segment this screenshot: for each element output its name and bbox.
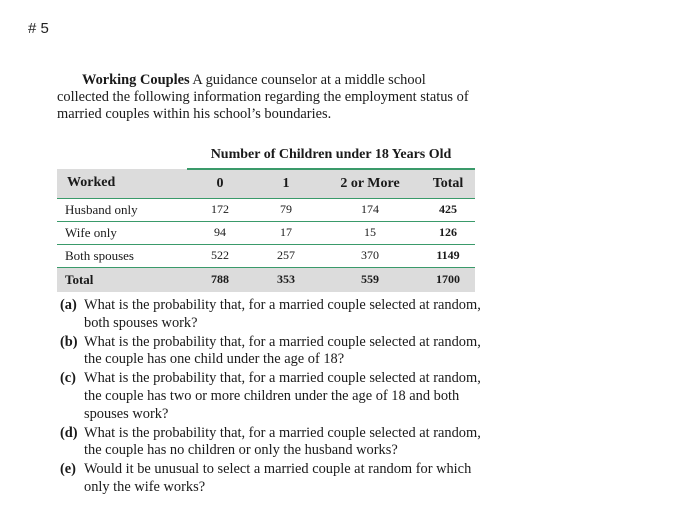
row-total-cell: 1149 — [421, 244, 475, 267]
question-label: (b) — [60, 333, 78, 350]
column-header-1: 1 — [253, 169, 319, 198]
column-header-worked: Worked — [57, 169, 187, 198]
table-row — [57, 244, 475, 267]
column-header-0: 0 — [187, 169, 253, 198]
question-list — [60, 297, 490, 498]
question-label: (e) — [60, 461, 76, 478]
cell: 94 — [187, 221, 253, 244]
question-label: (c) — [60, 370, 76, 387]
employment-table — [57, 141, 475, 292]
cell: 17 — [253, 221, 319, 244]
cell: 174 — [319, 198, 421, 221]
question-item — [60, 297, 490, 332]
question-text: Would it be unusual to select a married couple at random for which only the wife works? — [84, 461, 472, 495]
question-item — [60, 425, 490, 460]
total-cell: 353 — [277, 272, 295, 286]
problem-text: A guidance counselor at a middle school collected the following information regarding the employment status of married couples within his school’s boundaries. — [57, 72, 469, 122]
row-total-cell: 425 — [421, 198, 475, 221]
cell: 15 — [319, 221, 421, 244]
column-header-2-or-more: 2 or More — [319, 169, 421, 198]
question-item — [60, 334, 490, 369]
question-label: (a) — [60, 297, 77, 313]
cell: 79 — [253, 198, 319, 221]
column-header-total: Total — [421, 169, 475, 198]
table-row — [57, 221, 475, 244]
row-label: Both spouses — [57, 244, 187, 267]
cell: 522 — [187, 244, 253, 267]
problem-title: Working Couples — [82, 72, 190, 88]
table-row — [57, 198, 475, 221]
table-header-row — [57, 169, 475, 198]
problem-intro — [57, 72, 477, 123]
grand-total-cell: 1700 — [436, 272, 460, 286]
question-item — [60, 370, 490, 423]
cell: 172 — [187, 198, 253, 221]
row-total-cell: 126 — [421, 221, 475, 244]
question-label: (d) — [60, 424, 78, 441]
total-cell: 788 — [211, 272, 229, 286]
question-text: What is the probability that, for a married couple selected at random, the couple has two or more children under the age of 18 and both spouses work? — [84, 370, 481, 422]
total-cell: 559 — [361, 272, 379, 286]
question-text: What is the probability that, for a married couple selected at random, the couple has no children or only the husband works? — [84, 424, 481, 459]
cell: 257 — [253, 244, 319, 267]
row-label: Wife only — [57, 221, 187, 244]
total-row-label: Total — [65, 271, 94, 287]
question-text: What is the probability that, for a married couple selected at random, both spouses work? — [84, 297, 481, 331]
table-super-header: Number of Children under 18 Years Old — [187, 141, 475, 169]
question-item — [60, 461, 490, 496]
table-total-row — [57, 267, 475, 292]
question-text: What is the probability that, for a married couple selected at random, the couple has one child under the age of 18? — [84, 333, 481, 368]
problem-number: # 5 — [28, 20, 49, 37]
row-label: Husband only — [57, 198, 187, 221]
table-super-header-row — [57, 141, 475, 169]
cell: 370 — [319, 244, 421, 267]
